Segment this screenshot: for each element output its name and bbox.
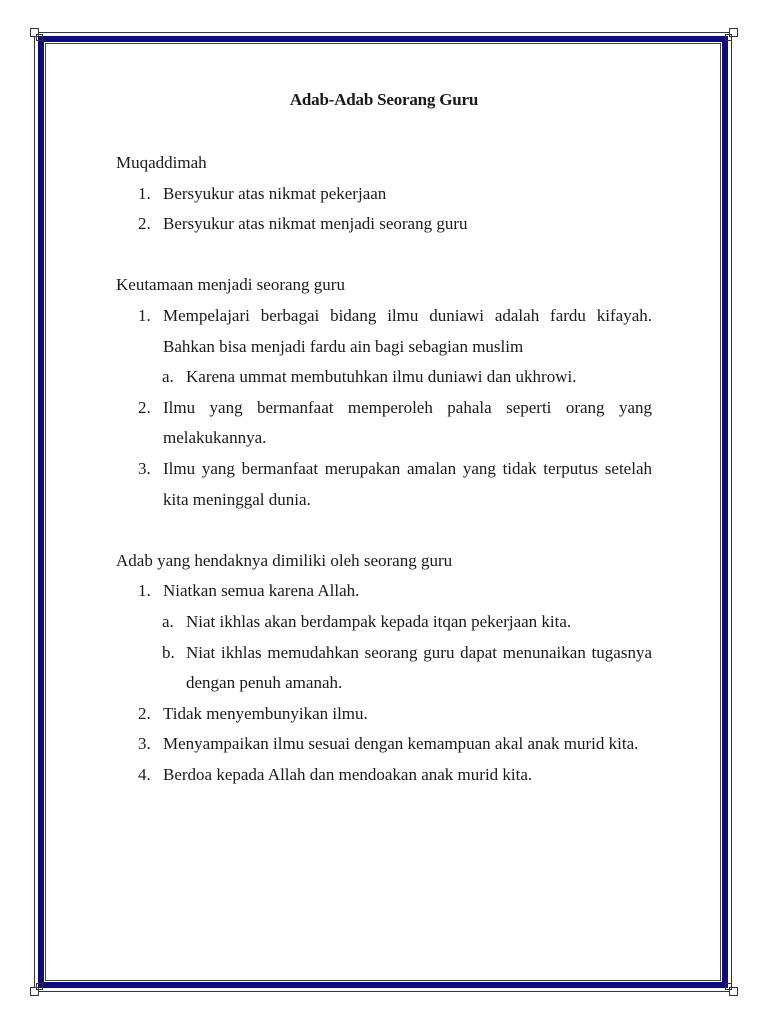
list-item bbox=[116, 301, 652, 362]
list-item-text: Mempelajari berbagai bidang ilmu duniawi adalah fardu kifayah. Bahkan bisa menjadi fardu ain bagi sebagian muslim bbox=[163, 305, 652, 356]
list-number: 3. bbox=[138, 458, 151, 478]
list-number: 1. bbox=[138, 305, 151, 325]
list-item bbox=[116, 454, 652, 515]
list-number: 2. bbox=[138, 214, 151, 234]
sub-list-item-text: Niat ikhlas akan berdampak kepada itqan pekerjaan kita. bbox=[186, 611, 572, 631]
list-item-text: Tidak menyembunyikan ilmu. bbox=[163, 703, 368, 723]
border-corner-ornament bbox=[725, 34, 732, 41]
list-item-text: Menyampaikan ilmu sesuai dengan kemampuan akal anak murid kita. bbox=[163, 734, 639, 754]
section-heading: Muqaddimah bbox=[116, 153, 207, 172]
list-item bbox=[116, 699, 652, 730]
list-item-text: Bersyukur atas nikmat menjadi seorang guru bbox=[163, 214, 468, 234]
border-corner-ornament bbox=[36, 983, 43, 990]
list-item-text: Niatkan semua karena Allah. bbox=[163, 581, 360, 601]
document-body bbox=[116, 148, 652, 790]
list-number: 2. bbox=[138, 703, 151, 723]
section-heading: Adab yang hendaknya dimiliki oleh seorang guru bbox=[116, 550, 453, 570]
sub-list-item bbox=[116, 362, 652, 393]
list-item bbox=[116, 576, 652, 607]
list-number: 3. bbox=[138, 734, 151, 754]
list-item bbox=[116, 393, 652, 454]
list-number: 1. bbox=[138, 183, 151, 203]
sub-list-item-text: Niat ikhlas memudahkan seorang guru dapat menunaikan tugasnya dengan penuh amanah. bbox=[186, 642, 652, 693]
sub-list-letter: a. bbox=[162, 367, 174, 387]
border-corner-ornament bbox=[725, 983, 732, 990]
list-item bbox=[116, 760, 652, 791]
sub-list-letter: a. bbox=[162, 611, 174, 631]
list-item bbox=[116, 179, 652, 210]
list-item bbox=[116, 209, 652, 240]
list-item-text: Bersyukur atas nikmat pekerjaan bbox=[163, 183, 387, 203]
list-number: 2. bbox=[138, 397, 151, 417]
list-item bbox=[116, 729, 652, 760]
list-item-text: Ilmu yang bermanfaat memperoleh pahala seperti orang yang melakukannya. bbox=[163, 397, 652, 448]
border-corner-ornament bbox=[36, 34, 43, 41]
section-spacer bbox=[116, 515, 652, 546]
document-title: Adab-Adab Seorang Guru bbox=[289, 90, 479, 109]
list-number: 1. bbox=[138, 581, 151, 601]
sub-list-item bbox=[116, 607, 652, 638]
list-item-text: Ilmu yang bermanfaat merupakan amalan yang tidak terputus setelah kita meninggal dunia. bbox=[163, 458, 652, 509]
section-spacer bbox=[116, 240, 652, 271]
list-number: 4. bbox=[138, 764, 151, 784]
sub-list-item bbox=[116, 638, 652, 699]
list-item-text: Berdoa kepada Allah dan mendoakan anak murid kita. bbox=[163, 764, 533, 784]
sub-list-letter: b. bbox=[162, 642, 175, 662]
section-heading: Keutamaan menjadi seorang guru bbox=[116, 275, 345, 295]
sub-list-item-text: Karena ummat membutuhkan ilmu duniawi dan ukhrowi. bbox=[186, 367, 577, 387]
